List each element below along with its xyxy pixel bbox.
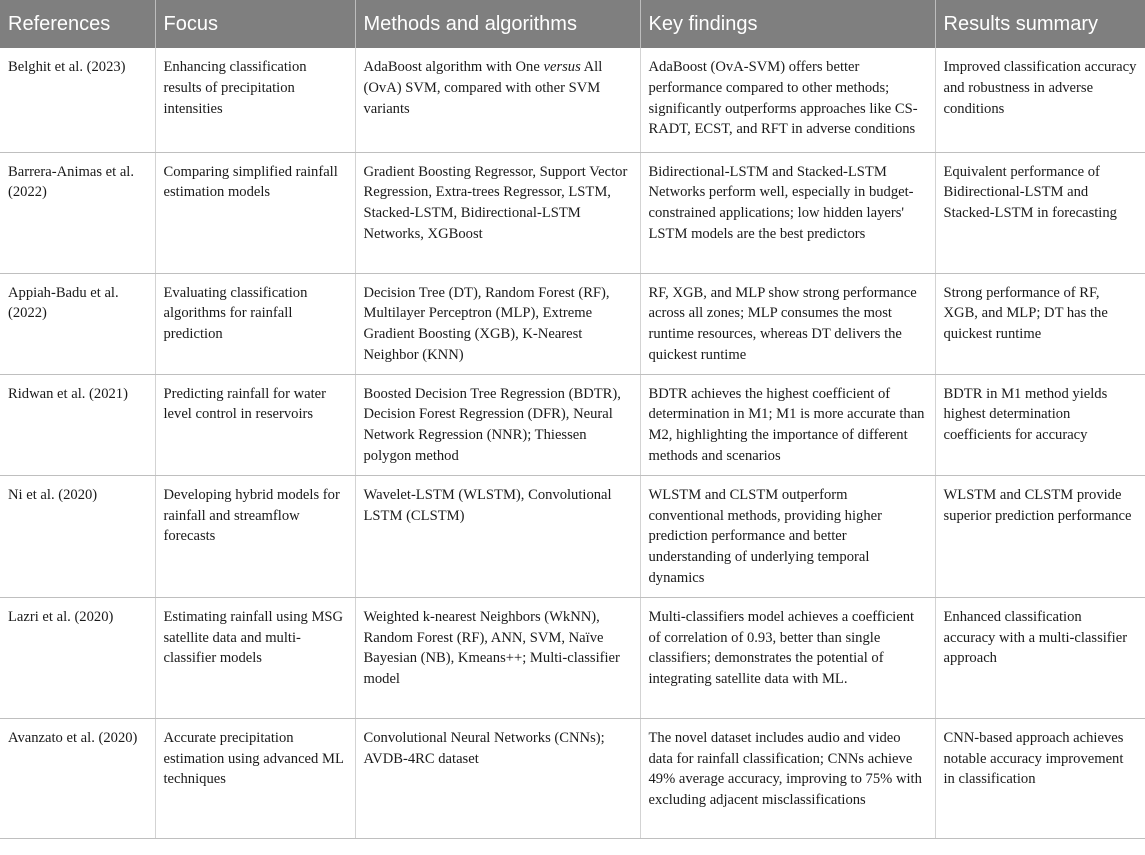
table-header [0,0,1145,48]
cell-focus: Estimating rainfall using MSG satellite data and multi-classifier models [155,597,355,718]
methods-text-italic: versus [543,59,581,75]
cell-reference: Lazri et al. (2020) [0,597,155,718]
cell-findings: AdaBoost (OvA-SVM) offers better performance compared to other methods; significantly outperforms approaches like CS-RADT, ECST, and RFT in adverse conditions [640,48,935,152]
cell-summary: BDTR in M1 method yields highest determination coefficients for accuracy [935,374,1145,475]
table-body [0,48,1145,838]
cell-focus: Enhancing classification results of precipitation intensities [155,48,355,152]
cell-methods: Wavelet-LSTM (WLSTM), Convolutional LSTM (CLSTM) [355,475,640,597]
cell-reference: Appiah-Badu et al. (2022) [0,273,155,374]
cell-findings: Multi-classifiers model achieves a coefficient of correlation of 0.93, better than single classifiers; demonstrates the potential of integrating satellite data with ML. [640,597,935,718]
cell-reference: Ridwan et al. (2021) [0,374,155,475]
header-methods: Methods and algorithms [355,0,640,48]
cell-summary: CNN-based approach achieves notable accuracy improvement in classification [935,718,1145,838]
cell-findings: The novel dataset includes audio and video data for rainfall classification; CNNs achieve 49% average accuracy, improving to 75% with excluding adjacent misclassifications [640,718,935,838]
header-row [0,0,1145,48]
table-row [0,475,1145,597]
cell-reference: Barrera-Animas et al. (2022) [0,152,155,273]
cell-focus: Developing hybrid models for rainfall and streamflow forecasts [155,475,355,597]
table-row [0,152,1145,273]
methods-text-pre: AdaBoost algorithm with One [363,59,544,75]
cell-methods: Boosted Decision Tree Regression (BDTR), Decision Forest Regression (DFR), Neural Network Regression (NNR); Thiessen polygon method [355,374,640,475]
cell-focus: Predicting rainfall for water level control in reservoirs [155,374,355,475]
cell-methods: Weighted k-nearest Neighbors (WkNN), Random Forest (RF), ANN, SVM, Naïve Bayesian (NB), Kmeans++; Multi-classifier model [355,597,640,718]
cell-findings: Bidirectional-LSTM and Stacked-LSTM Networks perform well, especially in budget-constrained applications; low hidden layers' LSTM models are the best predictors [640,152,935,273]
cell-reference: Belghit et al. (2023) [0,48,155,152]
cell-methods: Decision Tree (DT), Random Forest (RF), Multilayer Perceptron (MLP), Extreme Gradient Boosting (XGB), K-Nearest Neighbor (KNN) [355,273,640,374]
table-row [0,597,1145,718]
cell-findings: RF, XGB, and MLP show strong performance across all zones; MLP consumes the most runtime resources, whereas DT delivers the quickest runtime [640,273,935,374]
header-focus: Focus [155,0,355,48]
cell-summary: Improved classification accuracy and robustness in adverse conditions [935,48,1145,152]
table-row [0,273,1145,374]
cell-reference: Avanzato et al. (2020) [0,718,155,838]
header-results-summary: Results summary [935,0,1145,48]
table-row [0,718,1145,838]
methods-text-post: All (OvA) SVM, compared with other SVM variants [363,59,603,117]
cell-summary: WLSTM and CLSTM provide superior prediction performance [935,475,1145,597]
header-references: References [0,0,155,48]
table-row [0,48,1145,152]
cell-focus: Comparing simplified rainfall estimation models [155,152,355,273]
cell-methods: Convolutional Neural Networks (CNNs); AVDB-4RC dataset [355,718,640,838]
table-row [0,374,1145,475]
cell-methods: Gradient Boosting Regressor, Support Vector Regression, Extra-trees Regressor, LSTM, Stacked-LSTM, Bidirectional-LSTM Networks, XGBoost [355,152,640,273]
cell-findings: WLSTM and CLSTM outperform conventional methods, providing higher prediction performance and better understanding of underlying temporal dynamics [640,475,935,597]
cell-findings: BDTR achieves the highest coefficient of determination in M1; M1 is more accurate than M2, highlighting the importance of different methods and scenarios [640,374,935,475]
cell-summary: Enhanced classification accuracy with a multi-classifier approach [935,597,1145,718]
cell-reference: Ni et al. (2020) [0,475,155,597]
cell-focus: Evaluating classification algorithms for rainfall prediction [155,273,355,374]
cell-summary: Equivalent performance of Bidirectional-LSTM and Stacked-LSTM in forecasting [935,152,1145,273]
cell-methods [355,48,640,152]
header-key-findings: Key findings [640,0,935,48]
cell-focus: Accurate precipitation estimation using advanced ML techniques [155,718,355,838]
cell-summary: Strong performance of RF, XGB, and MLP; DT has the quickest runtime [935,273,1145,374]
